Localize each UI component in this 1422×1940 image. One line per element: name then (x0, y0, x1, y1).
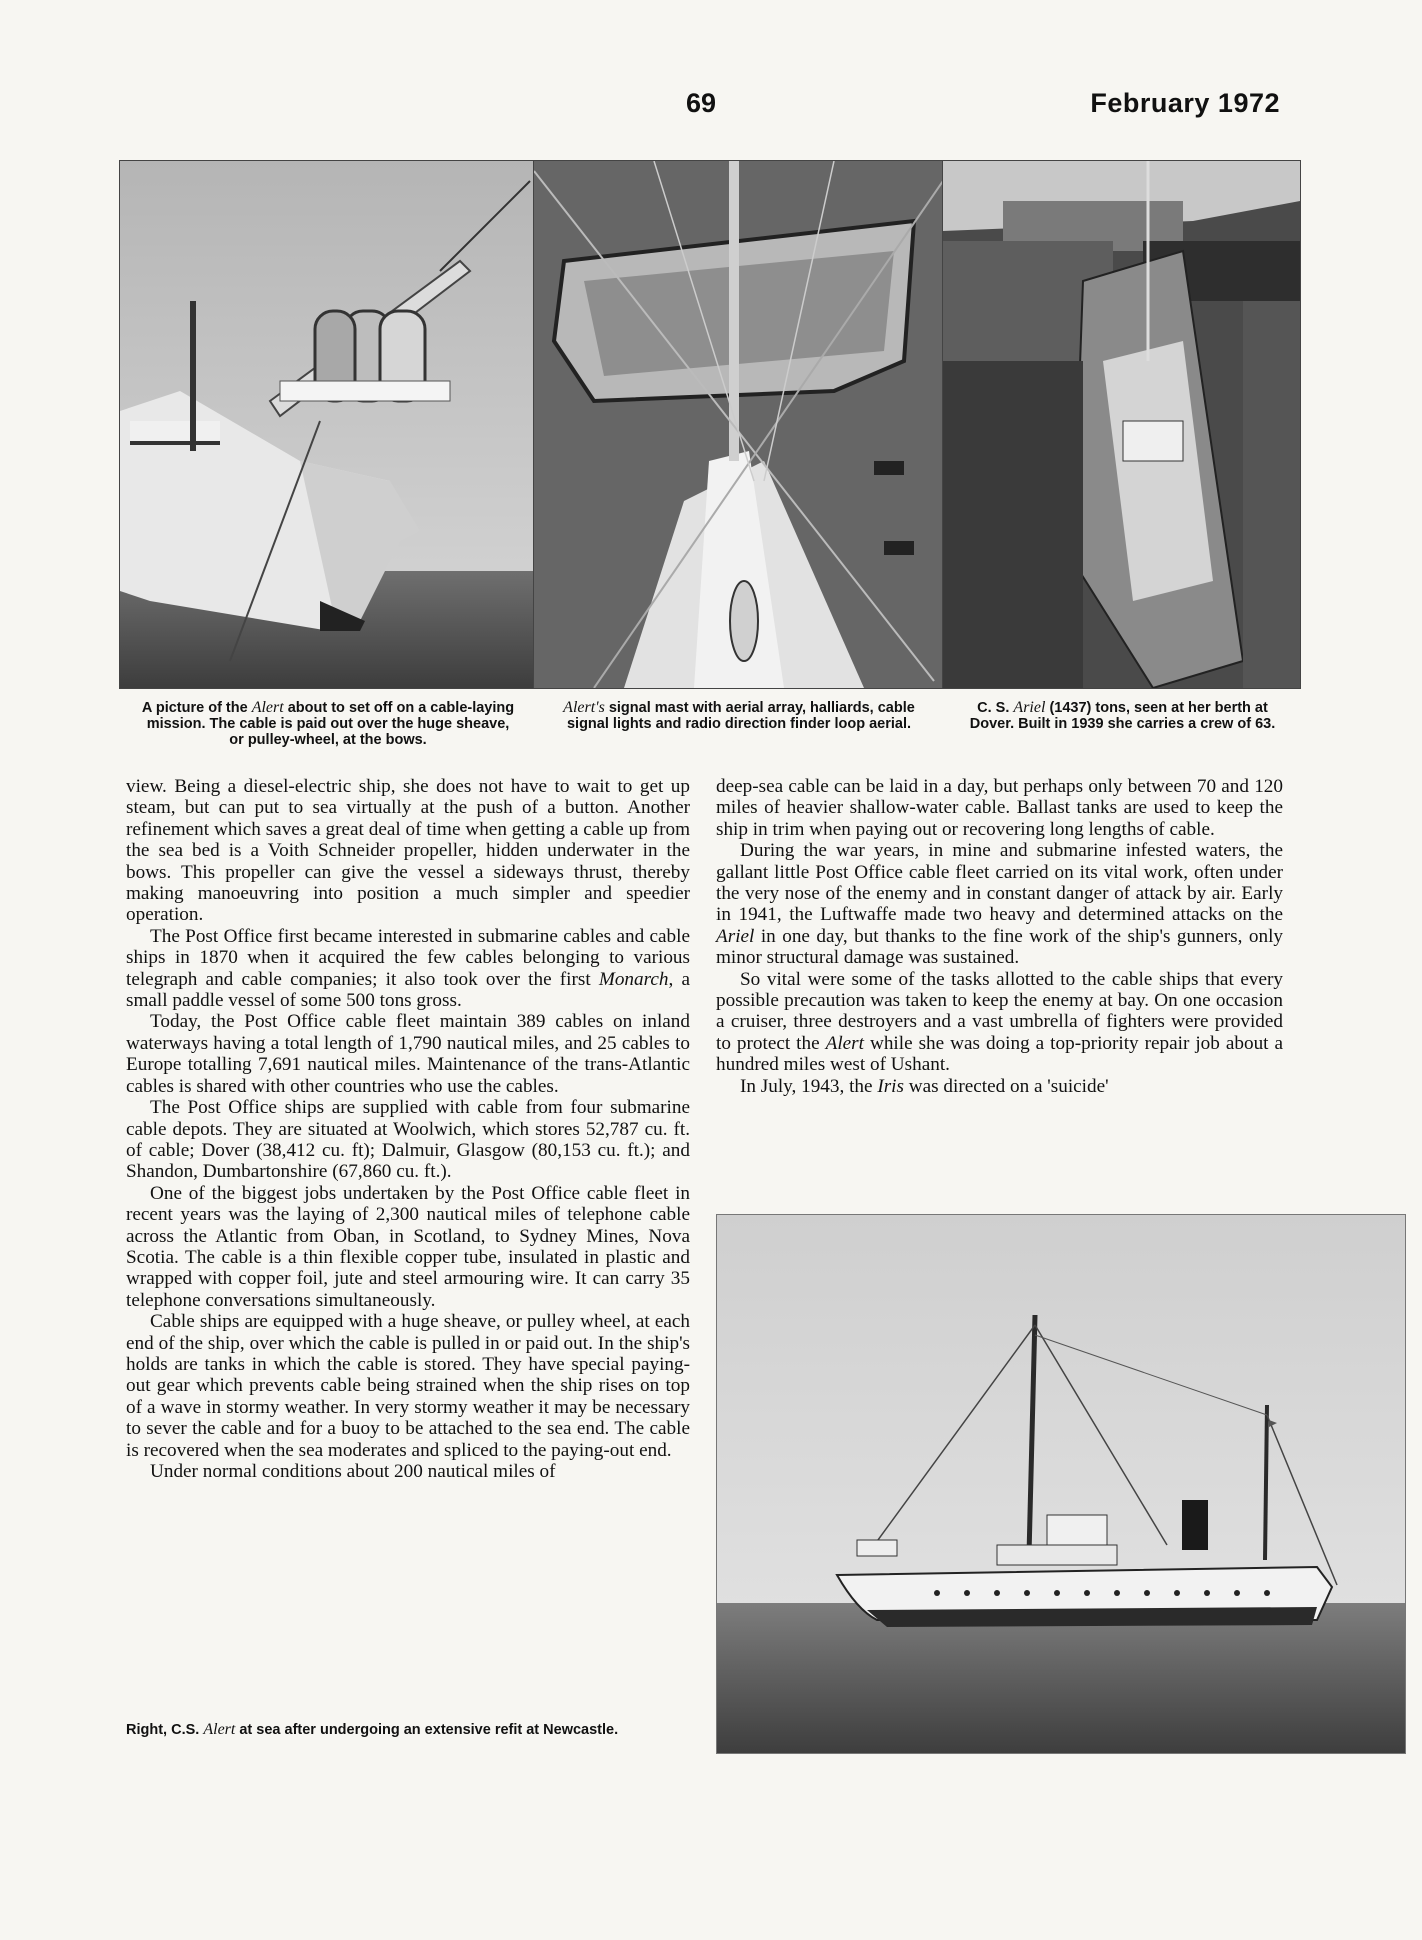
paragraph: Today, the Post Office cable fleet maintain 389 cables on inland waterways having a total length of 1,790 nautical miles, and 25 cables to Europe totalling 7,691 nautical miles. Maintenance of the trans-Atlantic cables is shared with other countries who use the cables. (126, 1011, 690, 1097)
left-column (126, 776, 690, 1482)
caption-text: C. S. (977, 700, 1014, 716)
paragraph: The Post Office ships are supplied with cable from four submarine cable depots. They are situated at Woolwich, which stores 52,787 cu. ft. of cable; Dover (38,412 cu. ft); Dalmuir, Glasgow (80,153 cu. ft.); and Shandon, Dumbartonshire (67,860 cu. ft.). (126, 1097, 690, 1183)
ship-name: Alert (251, 699, 284, 716)
caption-text: Right, C.S. (126, 1722, 204, 1738)
photo-ariel-dover-image (943, 161, 1300, 688)
paragraph: Under normal conditions about 200 nautical miles of (150, 1461, 556, 1482)
photo-alert-at-sea-image (717, 1215, 1405, 1753)
photo-alert-bows (119, 160, 535, 689)
paragraph: One of the biggest jobs undertaken by the Post Office cable fleet in recent years was the laying of 2,300 nautical miles of telephone cable across the Atlantic from Oban, in Scotland, to Sydney Mines, Nova Scotia. The cable is a thin flexible copper tube, insulated in plastic and wrapped with copper foil, jute and steel armouring wire. It can carry 35 telephone conversations simultaneously. (126, 1182, 690, 1311)
caption-text: (1437) tons, seen at her berth at Dover. Built in 1939 she carries a crew of 63. (969, 700, 1276, 732)
paragraph: Cable ships are equipped with a huge sheave, or pulley wheel, at each end of the ship, over which the cable is pulled in or paid out. In the ship's holds are tanks in which the cable is stored. They have special paying-out gear which prevents cable being strained when the ship rises on top of a wave in stormy weather. In very stormy weather it may be necessary to sever the cable and for a buoy to be attached to the sea end. The cable is recovered when the sea moderates and spliced to the paying-out end. (126, 1311, 690, 1461)
right-column (716, 776, 1283, 1097)
caption-text: about to set off on a cable-laying mission. The cable is paid out over the huge sheave, or pulley-wheel, at the bows. (146, 700, 515, 748)
caption-text: A picture of the (141, 700, 252, 716)
paragraph-text: , a small paddle vessel of some 500 tons gross. (126, 968, 690, 1012)
paragraph (716, 969, 1283, 1076)
ship-name: Alert (203, 1721, 236, 1738)
ship-name: Alert's (563, 699, 605, 716)
issue-date: February 1972 (1090, 88, 1280, 118)
paragraph-text: During the war years, in mine and submarine infested waters, the gallant little Post Office cable fleet carried on its vital work, often under the very nose of the enemy and in constant danger of attack by air. Early in 1941, the Luftwaffe made two heavy and determined attacks on the (716, 840, 1283, 926)
photo-alert-bows-image (120, 161, 534, 688)
paragraph (716, 1076, 1283, 1097)
caption-text: signal mast with aerial array, halliards, cable signal lights and radio direction finder loop aerial. (566, 700, 915, 732)
photo-signal-mast (533, 160, 944, 689)
paragraph-text: So vital were some of the tasks allotted to the cable ships that every possible precaution was taken to keep the enemy at bay. On one occasion a cruiser, three destroyers and a vast umbrella of fighters were provided to protect the (716, 968, 1283, 1054)
caption-signal-mast (556, 700, 922, 732)
caption-alert-at-sea (126, 1722, 690, 1738)
ship-name: Ariel (716, 925, 755, 947)
ship-name: Alert (825, 1032, 864, 1054)
ship-name: Monarch (598, 968, 669, 990)
paragraph-text: in one day, but thanks to the fine work of the ship's gunners, only minor structural damage was sustained. (716, 925, 1283, 969)
paragraph-text: was directed on a 'suicide' (903, 1075, 1109, 1097)
photo-alert-at-sea (716, 1214, 1406, 1754)
paragraph-text: In July, 1943, the (740, 1075, 878, 1097)
paragraph-text: while she was doing a top-priority repair job about a hundred miles west of Ushant. (716, 1032, 1283, 1076)
paragraph (126, 926, 690, 1012)
caption-alert-bows (138, 700, 518, 748)
caption-ariel-dover (960, 700, 1285, 732)
photo-ariel-dover (942, 160, 1301, 689)
ship-name: Iris (877, 1075, 904, 1097)
ship-name: Ariel (1013, 699, 1046, 716)
paragraph: view. Being a diesel-electric ship, she does not have to wait to get up steam, but can put to sea virtually at the push of a button. Another refinement which saves a great deal of time when getting a cable up from the sea bed is a Voith Schneider propeller, hidden underwater in the bows. This propeller can give the vessel a sideways thrust, thereby making manoeuvring into position a much simpler and speedier operation. (126, 776, 690, 926)
paragraph-text: The Post Office first became interested in submarine cables and cable ships in 1870 when it acquired the few cables belonging to various telegraph and cable companies; it also took over the first (126, 925, 690, 990)
caption-text: at sea after undergoing an extensive refit at Newcastle. (235, 1722, 619, 1738)
photo-signal-mast-image (534, 161, 943, 688)
paragraph: deep-sea cable can be laid in a day, but perhaps only between 70 and 120 miles of heavier shallow-water cable. Ballast tanks are used to keep the ship in trim when paying out or recovering long lengths of cable. (716, 776, 1283, 840)
page-number: 69 (686, 88, 717, 118)
paragraph (716, 840, 1283, 968)
